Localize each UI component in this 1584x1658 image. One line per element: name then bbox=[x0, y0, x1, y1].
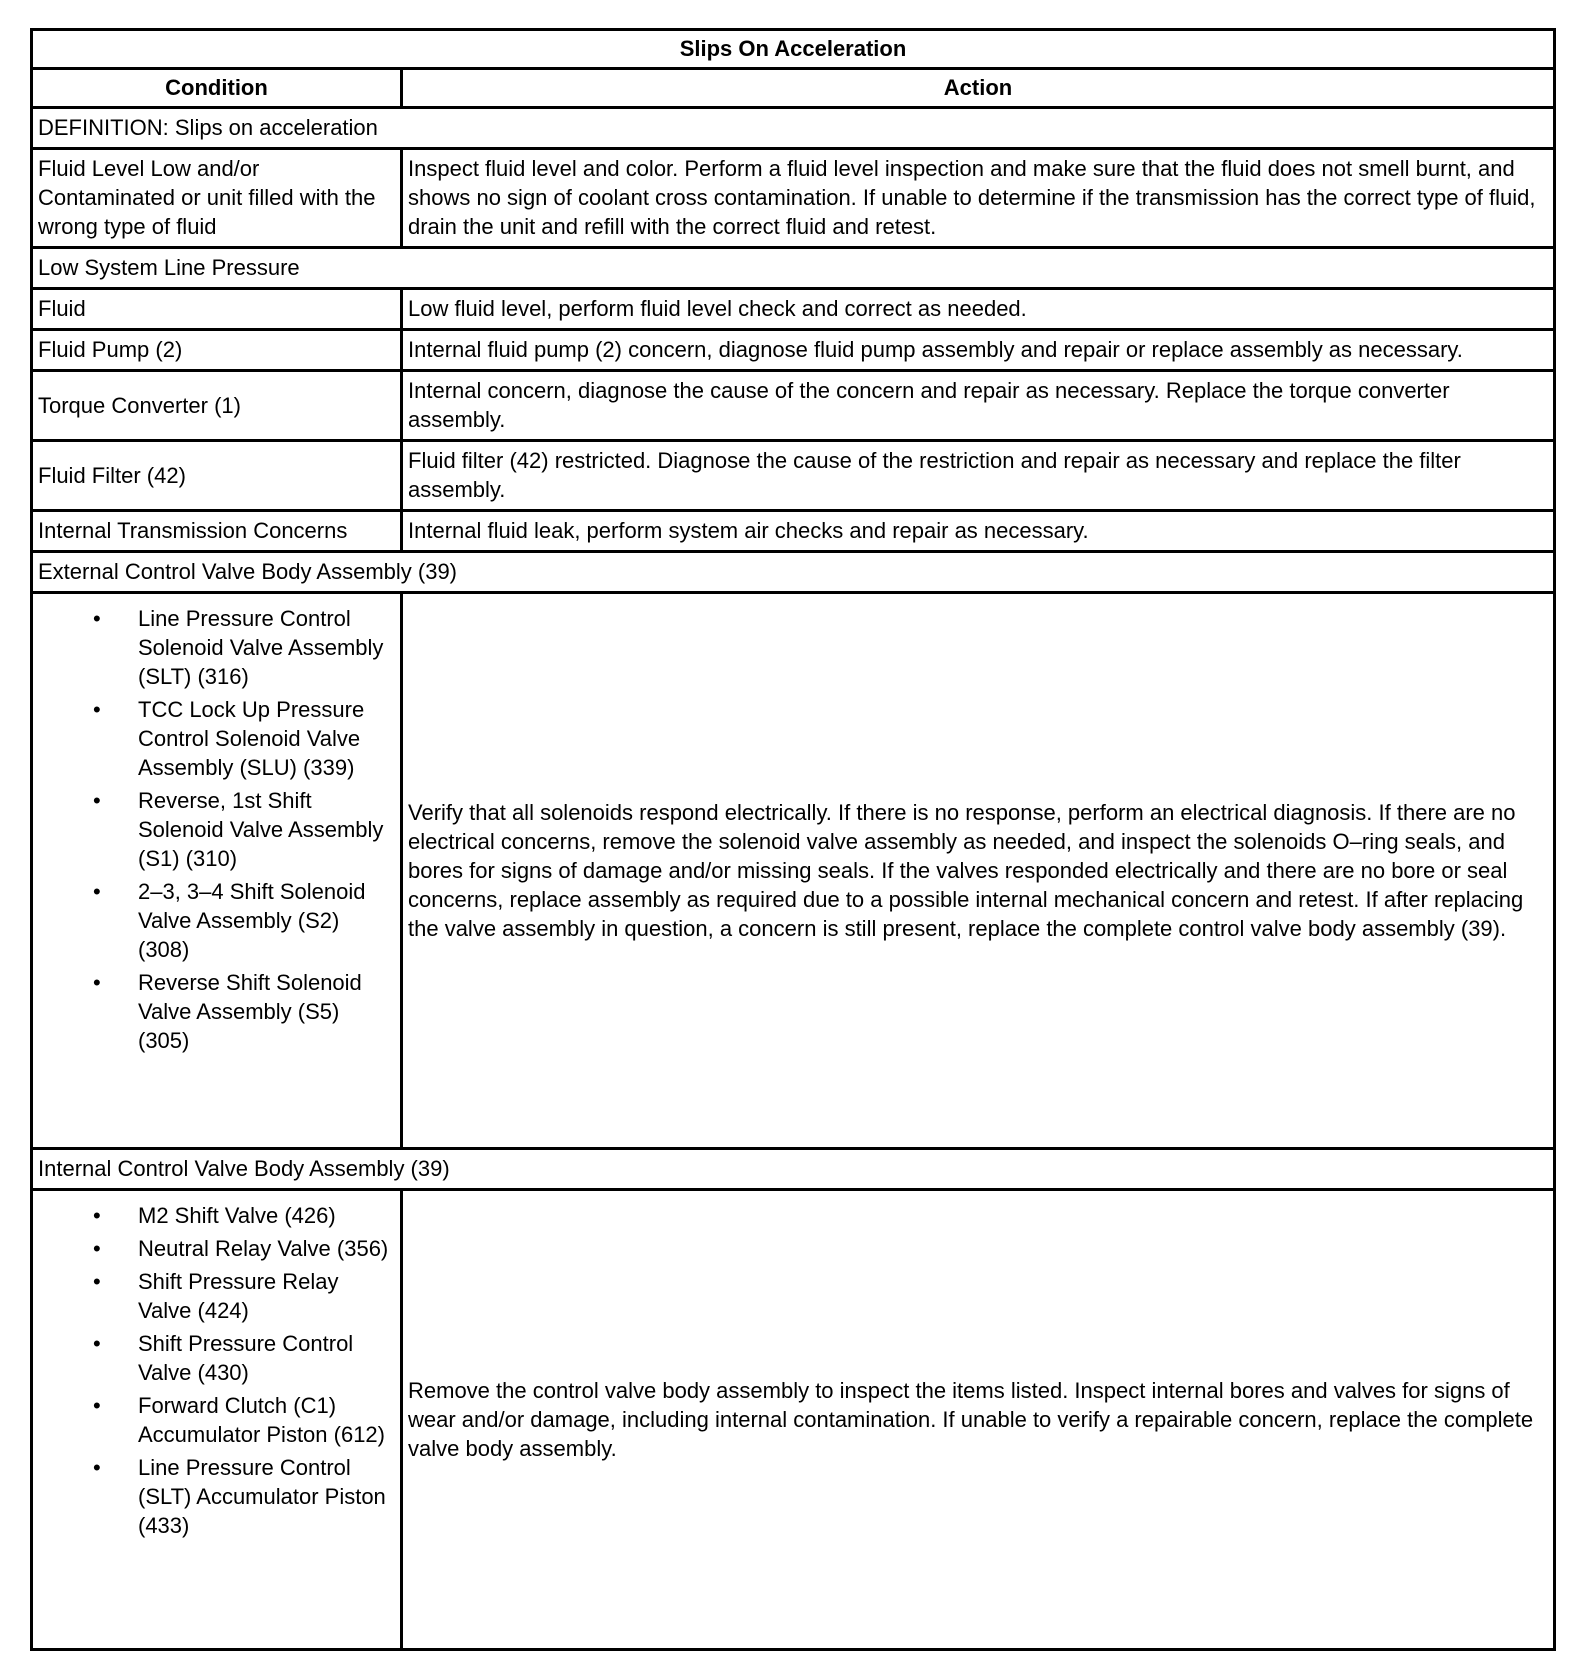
section-heading-row bbox=[32, 552, 1555, 593]
condition-cell: Fluid Level Low and/or Contaminated or unit filled with the wrong type of fluid bbox=[32, 149, 402, 248]
external-valve-body-heading: External Control Valve Body Assembly (39) bbox=[32, 552, 1555, 593]
low-pressure-heading: Low System Line Pressure bbox=[32, 248, 1555, 289]
condition-cell bbox=[32, 593, 402, 1149]
list-item: • Line Pressure Control (SLT) Accumulator Piston (433) bbox=[38, 1453, 395, 1540]
action-cell: Remove the control valve body assembly to inspect the items listed. Inspect internal bores and valves for signs of wear and/or damage, including internal contamination. If unable to verify a repairable concern, replace the complete valve body assembly. bbox=[402, 1190, 1555, 1650]
list-item: • Reverse, 1st Shift Solenoid Valve Assembly (S1) (310) bbox=[38, 786, 395, 873]
condition-cell: Fluid Filter (42) bbox=[32, 441, 402, 511]
table-header-row bbox=[32, 69, 1555, 108]
solenoid-list bbox=[38, 604, 395, 1055]
table-title: Slips On Acceleration bbox=[32, 30, 1555, 69]
list-item: • Reverse Shift Solenoid Valve Assembly (S5) (305) bbox=[38, 968, 395, 1055]
section-heading-row bbox=[32, 1149, 1555, 1190]
table-row bbox=[32, 330, 1555, 371]
internal-valve-body-heading: Internal Control Valve Body Assembly (39) bbox=[32, 1149, 1555, 1190]
condition-cell: Torque Converter (1) bbox=[32, 371, 402, 441]
valve-list bbox=[38, 1201, 395, 1540]
list-item: • Line Pressure Control Solenoid Valve Assembly (SLT) (316) bbox=[38, 604, 395, 691]
list-item: • Forward Clutch (C1) Accumulator Piston (612) bbox=[38, 1391, 395, 1449]
condition-column-header: Condition bbox=[32, 69, 402, 108]
action-cell: Fluid filter (42) restricted. Diagnose the cause of the restriction and repair as necessary and replace the filter assembly. bbox=[402, 441, 1555, 511]
table-row bbox=[32, 593, 1555, 1149]
condition-cell bbox=[32, 1190, 402, 1650]
list-item: • 2–3, 3–4 Shift Solenoid Valve Assembly (S2) (308) bbox=[38, 877, 395, 964]
table-row bbox=[32, 371, 1555, 441]
condition-cell: Internal Transmission Concerns bbox=[32, 511, 402, 552]
table-row bbox=[32, 149, 1555, 248]
condition-cell: Fluid bbox=[32, 289, 402, 330]
condition-cell: Fluid Pump (2) bbox=[32, 330, 402, 371]
action-cell: Low fluid level, perform fluid level check and correct as needed. bbox=[402, 289, 1555, 330]
action-cell: Internal concern, diagnose the cause of the concern and repair as necessary. Replace the torque converter assembly. bbox=[402, 371, 1555, 441]
table-row bbox=[32, 1190, 1555, 1650]
action-cell: Internal fluid leak, perform system air checks and repair as necessary. bbox=[402, 511, 1555, 552]
list-item: • Shift Pressure Relay Valve (424) bbox=[38, 1267, 395, 1325]
action-cell: Inspect fluid level and color. Perform a fluid level inspection and make sure that the fluid does not smell burnt, and shows no sign of coolant cross contamination. If unable to determine if the transmission has the correct type of fluid, drain the unit and refill with the correct fluid and retest. bbox=[402, 149, 1555, 248]
action-cell: Internal fluid pump (2) concern, diagnose fluid pump assembly and repair or replace assembly as necessary. bbox=[402, 330, 1555, 371]
section-heading-row bbox=[32, 248, 1555, 289]
table-row bbox=[32, 511, 1555, 552]
definition-text: DEFINITION: Slips on acceleration bbox=[32, 108, 1555, 149]
list-item: • Shift Pressure Control Valve (430) bbox=[38, 1329, 395, 1387]
definition-row bbox=[32, 108, 1555, 149]
list-item: • Neutral Relay Valve (356) bbox=[38, 1234, 395, 1263]
list-item: • M2 Shift Valve (426) bbox=[38, 1201, 395, 1230]
diagnostic-table bbox=[30, 28, 1556, 1651]
table-row bbox=[32, 289, 1555, 330]
table-row bbox=[32, 441, 1555, 511]
action-column-header: Action bbox=[402, 69, 1555, 108]
action-cell: Verify that all solenoids respond electrically. If there is no response, perform an electrical diagnosis. If there are no electrical concerns, remove the solenoid valve assembly as needed, and inspect the solenoids O–ring seals, and bores for signs of damage and/or missing seals. If the valves responded electrically and there are no bore or seal concerns, replace assembly as required due to a possible internal mechanical concern and retest. If after replacing the valve assembly in question, a concern is still present, replace the complete control valve body assembly (39). bbox=[402, 593, 1555, 1149]
list-item: • TCC Lock Up Pressure Control Solenoid Valve Assembly (SLU) (339) bbox=[38, 695, 395, 782]
table-title-row bbox=[32, 30, 1555, 69]
